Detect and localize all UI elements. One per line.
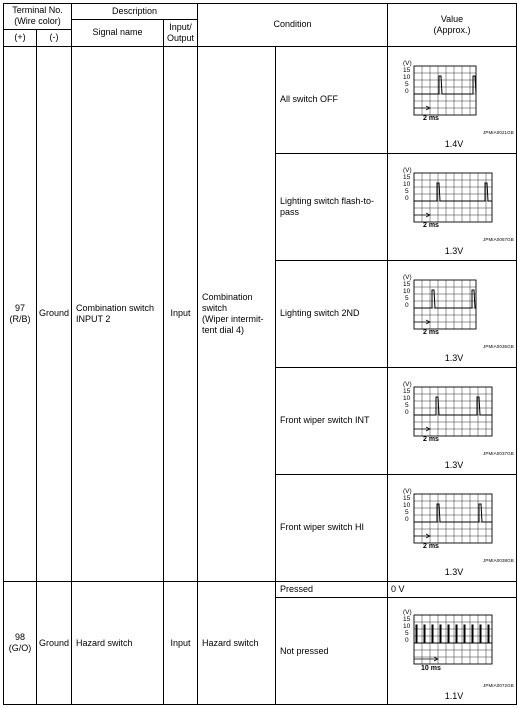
header-minus bbox=[36, 29, 72, 46]
tick-10: 10 bbox=[403, 288, 411, 295]
scope-grid bbox=[414, 173, 492, 222]
header-description bbox=[71, 3, 198, 19]
tick-0: 0 bbox=[405, 409, 409, 416]
t97-condition bbox=[197, 46, 276, 581]
t98-signal-name-label: Hazard switch bbox=[76, 637, 133, 648]
figure-code: JPMIA0037GB bbox=[483, 451, 514, 456]
header-condition-label: Condition bbox=[273, 19, 312, 29]
t97-value-3 bbox=[387, 367, 517, 474]
waveform-figure bbox=[399, 379, 499, 449]
t97-state-3-label: Front wiper switch INT bbox=[280, 415, 370, 425]
t97-ground-label: Ground bbox=[38, 308, 70, 318]
t98-input-output bbox=[163, 581, 198, 705]
signal-trace bbox=[414, 183, 492, 201]
t98-value-0-label: 0 V bbox=[391, 583, 405, 594]
time-scale-label: 2 ms bbox=[423, 222, 439, 229]
header-input-output-label-2: Output bbox=[166, 32, 195, 43]
approx-value: 1.3V bbox=[444, 353, 464, 363]
figure-code: JPMIA0038GB bbox=[483, 558, 514, 563]
waveform-figure bbox=[399, 272, 499, 342]
figure-code: JPMIA0057GB bbox=[483, 237, 514, 242]
tick-0: 0 bbox=[405, 516, 409, 523]
t98-state-pressed bbox=[275, 581, 388, 597]
header-plus-label: (+) bbox=[14, 32, 26, 42]
t98-terminal-plus bbox=[3, 581, 37, 705]
t97-value-4 bbox=[387, 474, 517, 581]
header-wire-color-label: (Wire color) bbox=[14, 16, 61, 26]
scope-frame bbox=[414, 173, 492, 222]
approx-value: 1.4V bbox=[444, 139, 464, 149]
volt-unit: (V) bbox=[403, 60, 412, 67]
header-input-output-label-1: Input/ bbox=[169, 21, 192, 32]
t97-state-lighting-2nd bbox=[275, 260, 388, 367]
tick-5: 5 bbox=[405, 188, 409, 195]
signal-trace bbox=[414, 625, 492, 643]
time-scale-label: 2 ms bbox=[423, 436, 439, 443]
signal-trace bbox=[414, 504, 492, 522]
t97-terminal-number: 97 bbox=[14, 302, 25, 313]
t98-state-1-label: Not pressed bbox=[280, 645, 329, 656]
t97-wire-color: (R/B) bbox=[9, 313, 31, 324]
t98-value-pressed bbox=[387, 581, 517, 597]
t97-state-0-label: All switch OFF bbox=[280, 94, 339, 104]
signal-trace bbox=[414, 397, 492, 415]
t97-signal-name-line-1: Combination switch bbox=[76, 302, 155, 313]
t97-state-all-switch-off bbox=[275, 46, 388, 153]
signal-trace bbox=[414, 290, 476, 308]
t97-condition-line-3: (Wiper intermit- bbox=[202, 313, 264, 324]
waveform-figure bbox=[399, 58, 479, 128]
t97-condition-line-1: Combination bbox=[202, 291, 253, 302]
waveform-figure bbox=[399, 486, 499, 556]
time-scale-label: 2 ms bbox=[423, 329, 439, 336]
volt-unit: (V) bbox=[403, 381, 412, 388]
header-input-output bbox=[163, 19, 198, 46]
figure-code: JPMIA0021GB bbox=[483, 130, 514, 135]
t97-state-1-label-line-2: pass bbox=[280, 206, 300, 217]
t97-condition-line-4: tent dial 4) bbox=[202, 324, 245, 335]
time-scale-label: 2 ms bbox=[423, 543, 439, 550]
tick-10: 10 bbox=[403, 623, 411, 630]
tick-0: 0 bbox=[405, 637, 409, 644]
tick-15: 15 bbox=[403, 495, 411, 502]
header-signal-name-label: Signal name bbox=[92, 27, 143, 37]
approx-value: 1.3V bbox=[444, 246, 464, 256]
tick-0: 0 bbox=[405, 302, 409, 309]
figure-code: JPMIA0072GB bbox=[483, 683, 514, 688]
tick-5: 5 bbox=[405, 630, 409, 637]
waveform-figure bbox=[399, 607, 499, 677]
t97-signal-name bbox=[71, 46, 164, 581]
header-value-label-1: Value bbox=[440, 13, 464, 24]
header-terminal-no-label: Terminal No. bbox=[12, 5, 63, 15]
tick-15: 15 bbox=[403, 67, 411, 74]
tick-0: 0 bbox=[405, 195, 409, 202]
time-scale-label: 2 ms bbox=[423, 115, 439, 122]
tick-5: 5 bbox=[405, 81, 409, 88]
approx-value: 1.3V bbox=[444, 567, 464, 577]
tick-10: 10 bbox=[403, 181, 411, 188]
tick-5: 5 bbox=[405, 402, 409, 409]
figure-code: JPMIA0036GB bbox=[483, 344, 514, 349]
tick-15: 15 bbox=[403, 388, 411, 395]
t97-input-output bbox=[163, 46, 198, 581]
t97-state-1-label-line-1: Lighting switch flash-to- bbox=[280, 195, 375, 206]
tick-10: 10 bbox=[403, 74, 411, 81]
t97-terminal-minus bbox=[36, 46, 72, 581]
t97-terminal-plus bbox=[3, 46, 37, 581]
header-value bbox=[387, 3, 517, 46]
t97-state-2-label: Lighting switch 2ND bbox=[280, 308, 360, 318]
tick-5: 5 bbox=[405, 295, 409, 302]
tick-0: 0 bbox=[405, 88, 409, 95]
time-marker bbox=[414, 657, 438, 661]
t98-condition bbox=[197, 581, 276, 705]
t97-state-front-wiper-int bbox=[275, 367, 388, 474]
t98-state-0-label: Pressed bbox=[280, 583, 314, 594]
tick-10: 10 bbox=[403, 395, 411, 402]
tick-15: 15 bbox=[403, 174, 411, 181]
t97-state-front-wiper-hi bbox=[275, 474, 388, 581]
t97-state-flash-to-pass bbox=[275, 153, 388, 260]
header-terminal-no bbox=[3, 3, 72, 29]
tick-15: 15 bbox=[403, 281, 411, 288]
t97-value-0 bbox=[387, 46, 517, 153]
t98-value-not-pressed bbox=[387, 597, 517, 705]
t97-value-2 bbox=[387, 260, 517, 367]
tick-5: 5 bbox=[405, 509, 409, 516]
t97-value-1 bbox=[387, 153, 517, 260]
t98-input-label: Input bbox=[170, 637, 191, 648]
t98-condition-label: Hazard switch bbox=[202, 637, 259, 648]
header-plus bbox=[3, 29, 37, 46]
header-condition bbox=[197, 3, 388, 46]
approx-value: 1.1V bbox=[444, 691, 464, 701]
header-signal-name bbox=[71, 19, 164, 46]
tick-15: 15 bbox=[403, 616, 411, 623]
scope-frame bbox=[414, 280, 476, 329]
signal-trace bbox=[414, 76, 476, 94]
t97-condition-line-2: switch bbox=[202, 302, 228, 313]
t98-wire-color: (G/O) bbox=[8, 643, 32, 653]
scope-grid bbox=[414, 280, 476, 329]
tick-10: 10 bbox=[403, 502, 411, 509]
volt-unit: (V) bbox=[403, 609, 412, 616]
header-description-label: Description bbox=[111, 5, 158, 16]
waveform-figure bbox=[399, 165, 499, 235]
t98-terminal-number: 98 bbox=[14, 632, 25, 642]
time-scale-label: 10 ms bbox=[421, 665, 441, 672]
t97-input-label: Input bbox=[170, 308, 191, 318]
volt-unit: (V) bbox=[403, 167, 412, 174]
approx-value: 1.3V bbox=[444, 460, 464, 470]
t97-state-4-label: Front wiper switch HI bbox=[280, 522, 365, 532]
t97-signal-name-line-2: INPUT 2 bbox=[76, 313, 111, 324]
t98-ground-label: Ground bbox=[38, 637, 70, 648]
t98-signal-name bbox=[71, 581, 164, 705]
t98-terminal-minus bbox=[36, 581, 72, 705]
header-value-label-2: (Approx.) bbox=[433, 24, 471, 35]
t98-state-not-pressed bbox=[275, 597, 388, 705]
header-minus-label: (-) bbox=[49, 32, 59, 42]
volt-unit: (V) bbox=[403, 488, 412, 495]
volt-unit: (V) bbox=[403, 274, 412, 281]
